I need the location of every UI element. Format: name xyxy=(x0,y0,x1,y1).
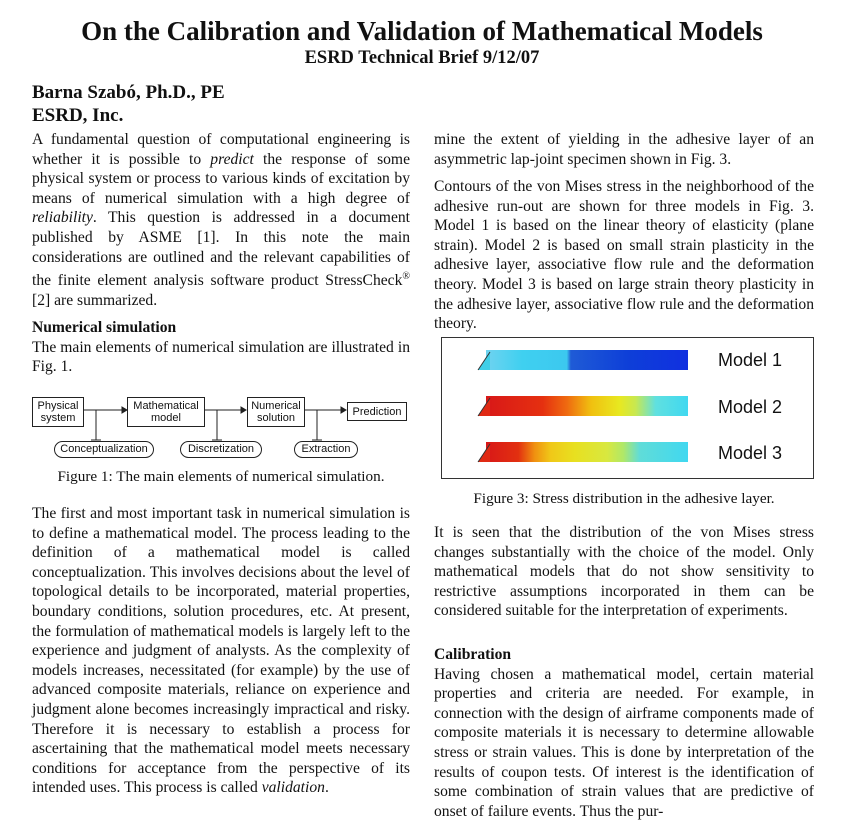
box-mathematical-model: Mathematical model xyxy=(127,397,205,427)
label-model-1: Model 1 xyxy=(717,350,783,370)
paragraph-lap-joint: mine the extent of yielding in the adhesive layer of an asymmetric lap-joint specimen shown in Fig. 3. xyxy=(434,131,814,168)
author-organization: ESRD, Inc. xyxy=(32,105,124,126)
section-heading: Numerical simulation xyxy=(32,319,177,336)
paper-subtitle: ESRD Technical Brief 9/12/07 xyxy=(304,48,540,68)
figure-1-caption: Figure 1: The main elements of numerical simulation. xyxy=(57,468,385,485)
stress-plot-model-3 xyxy=(486,442,688,462)
oval-conceptualization: Conceptualization xyxy=(54,441,154,458)
box-prediction: Prediction xyxy=(347,402,407,421)
intro-paragraph: A fundamental question of computational engineering is whether it is possible to predict the response of some physical system or process to various kinds of excitation by means of numerical simulation with a high degree of reliability. This question is addressed in a document published by ASME [1]. In this note the main considerations are outlined and the relevant capabilities of the finite element analysis software product StressCheck® [2] are summarized. xyxy=(32,131,410,309)
box-physical-system: Physical system xyxy=(32,397,84,427)
paragraph-stress-distribution: It is seen that the distribution of the von Mises stress changes substantially with the choice of the model. Only mathematical models that do not show sensitivity to restrictive assumptions incorporated in them can be considered suitable for the interpretation of experiments. xyxy=(434,524,814,620)
section-calibration xyxy=(434,645,814,821)
author-name: Barna Szabó, Ph.D., PE xyxy=(32,82,225,103)
oval-extraction: Extraction xyxy=(294,441,358,458)
oval-discretization: Discretization xyxy=(180,441,262,458)
stress-corner-model-1 xyxy=(474,346,494,372)
stress-plot-model-1 xyxy=(486,350,688,370)
stress-corner-model-2 xyxy=(474,392,494,418)
stress-corner-model-3 xyxy=(474,438,494,464)
section-text: Having chosen a mathematical model, certain material properties and criteria are needed. For example, in connection with the design of airframe components made of composite materials it is necessary to determine allowable stress or strain values. This is done by interpretation of the results of coupon tests. Of interest is the identification of some combination of strain values that are predictive of onset of failure events. Thus the pur- xyxy=(434,665,814,820)
paragraph-conceptualization: The first and most important task in numerical simulation is to define a mathematical model. The process leading to the definition of a mathematical model is called conceptualization. This involves decisions about the level of topological details to be incorporated, material properties, boundary conditions, solution procedures, etc. At present, the formulation of mathematical models is largely left to the experience and judgment of analysts. As the complexity of models increases, necessitated (for example) by the use of advanced composite materials, reliance on experience and judgment alone becomes increasingly impractical and risky. Therefore it is necessary to establish a process for ascertaining that the mathematical model meets necessary conditions for acceptance from the perspective of its intended uses. This process is called validation. xyxy=(32,505,410,797)
label-model-2: Model 2 xyxy=(717,397,783,417)
stress-plot-model-2 xyxy=(486,396,688,416)
section-text: The main elements of numerical simulation are illustrated in Fig. 1. xyxy=(32,338,410,376)
section-heading: Calibration xyxy=(434,646,512,663)
box-numerical-solution: Numerical solution xyxy=(247,397,305,427)
paper-title: On the Calibration and Validation of Mathematical Models xyxy=(81,16,763,46)
label-model-3: Model 3 xyxy=(717,443,783,463)
figure-3 xyxy=(441,337,814,479)
figure-3-caption: Figure 3: Stress distribution in the adhesive layer. xyxy=(473,490,775,507)
paragraph-contours: Contours of the von Mises stress in the neighborhood of the adhesive run-out are shown for three models in Fig. 3. Model 1 is based on the linear theory of elasticity (plane strain). Model 2 is based on small strain plasticity in the adhesive layer, associative flow rule and the deformation theory. Model 3 is based on large strain theory plasticity in the adhesive layer, associative flow rule and the deformation theory. xyxy=(434,178,814,333)
